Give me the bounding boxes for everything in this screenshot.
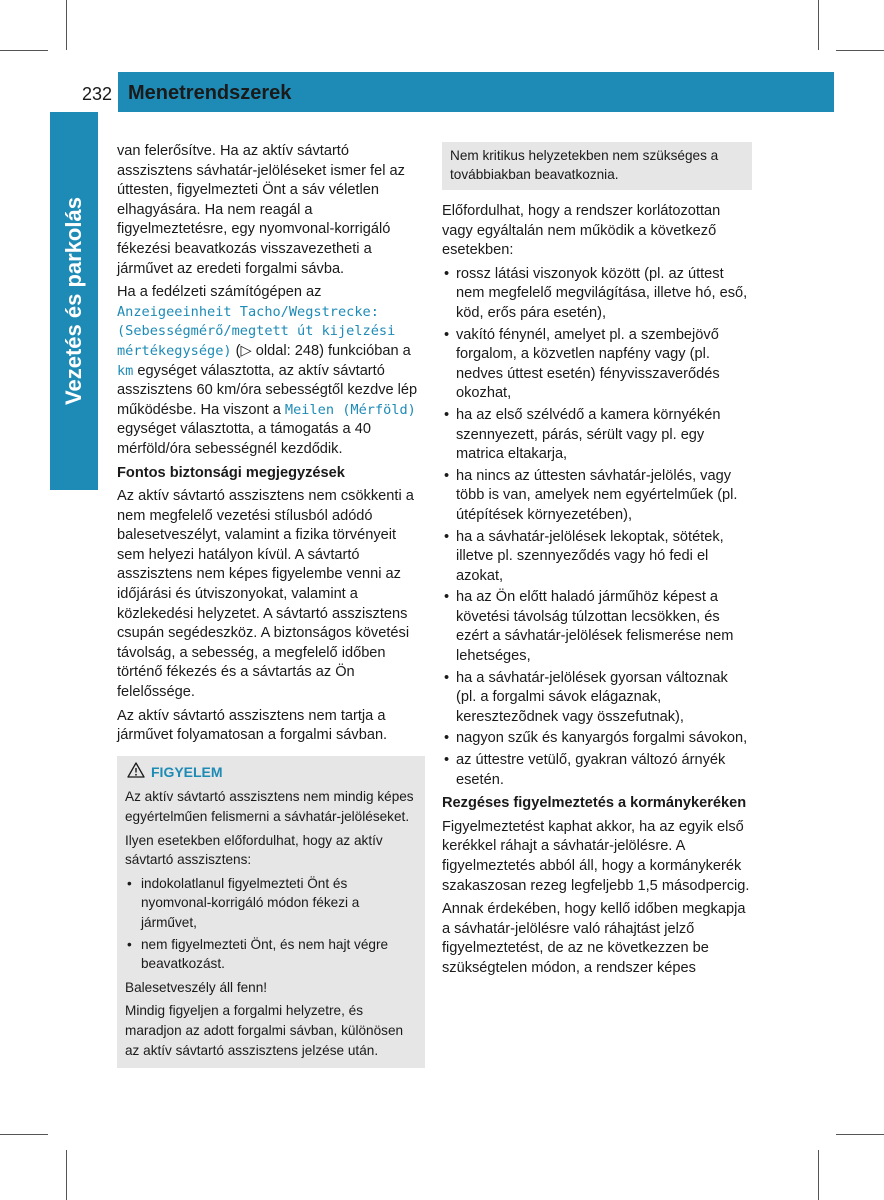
- paragraph: [117, 283, 425, 459]
- list-item: • ha az Ön előtt haladó járműhöz képest a követési távolság túlzottan lecsökken, és ezért a sávhatár-jelölések felismerése nem lehetséges,: [442, 588, 752, 666]
- paragraph: Az aktív sávtartó asszisztens nem tartja a járművet folyamatosan a forgalmi sávban.: [117, 707, 388, 744]
- page-number: 232: [81, 84, 112, 104]
- text-span: egységet választotta, az aktív sávtartó asszisztens 60 km/óra sebességtől kezdve lép működésbe. Ha viszont a: [117, 362, 418, 418]
- crop-mark: [66, 1150, 67, 1200]
- display-menu-reference: Anzeigeeinheit Tacho/Wegstrecke: (Sebességmérő/megtett út kijelzési mértékegysége): [117, 303, 396, 359]
- crop-mark: [818, 1150, 819, 1200]
- text-span: oldal: 248) funkcióban a: [251, 342, 411, 359]
- warning-bullet-list: [125, 874, 417, 974]
- text-span: (: [231, 342, 241, 359]
- crop-mark: [818, 0, 819, 50]
- section-heading: Rezgéses figyelmeztetés a kormánykeréken: [442, 795, 747, 812]
- note-box: Nem kritikus helyzetekben nem szükséges a továbbiakban beavatkoznia.: [442, 142, 752, 190]
- list-item: • ha nincs az úttesten sávhatár-jelölés, vagy több is van, amelyek nem egyértelműek (pl. útépítések környezetében),: [442, 467, 752, 526]
- text-span: Ha a fedélzeti számítógépen az: [117, 284, 322, 301]
- warning-header: [125, 762, 417, 784]
- list-item: • ha a sávhatár-jelölések gyorsan változnak (pl. a forgalmi sávok elágaznak, keresztezõdnek vagy összefutnak),: [442, 669, 752, 728]
- unit-reference: km: [117, 362, 134, 379]
- list-item: • rossz látási viszonyok között (pl. az úttest nem megfelelő megvilágítása, illetve hó, eső, köd, erős pára esetén),: [442, 265, 752, 324]
- list-item: • nem figyelmezteti Önt, és nem hajt végre beavatkozást.: [125, 935, 417, 974]
- page-title: Menetrendszerek: [128, 82, 292, 104]
- section-heading: Fontos biztonsági megjegyzések: [117, 464, 345, 481]
- list-item: • nagyon szűk és kanyargós forgalmi sávokon,: [442, 729, 752, 749]
- bullet-list: [442, 265, 752, 790]
- side-tab-label: Vezetés és parkolás: [61, 197, 86, 405]
- crop-mark: [0, 50, 48, 51]
- page-reference-icon: ▷: [240, 342, 252, 359]
- warning-triangle-icon: [127, 762, 145, 784]
- list-item: • indokolatlanul figyelmezteti Önt és nyomvonal-korrigáló módon fékezi a járművet,: [125, 874, 417, 933]
- crop-mark: [836, 50, 884, 51]
- crop-mark: [66, 0, 67, 50]
- list-item: • vakító fénynél, amelyet pl. a szembejövő forgalom, a közvetlen napfény vagy (pl. nedves úttest esetén) fényvisszaverődés okozhat,: [442, 326, 752, 404]
- list-item: • ha az első szélvédő a kamera környékén szennyezett, párás, sérült vagy pl. egy matrica eltakarja,: [442, 406, 752, 465]
- unit-reference: Meilen (Mérföld): [284, 401, 416, 418]
- warning-text: Mindig figyeljen a forgalmi helyzetre, és maradjon az adott forgalmi sávban, különösen az aktív sávtartó asszisztens jelzése után.: [125, 1003, 404, 1058]
- paragraph: Annak érdekében, hogy kellő időben megkapja a sávhatár-jelölésre való ráhajtást jelző figyelmeztetést, de az ne következzen be szükségtelen módon, a rendszer képes: [442, 901, 746, 976]
- warning-box: [117, 756, 425, 1068]
- paragraph: Az aktív sávtartó asszisztens nem csökkenti a nem megfelelő vezetési stílusból adódó balesetveszélyt, valamint a fizika törvényeit sem helyezi hatályon kívül. A sávtartó asszisztens nem képes figyelembe venni az időjárási és útviszonyokat, valamint a közlekedési helyzetet. A sávtartó asszisztens csupán segédeszköz. A biztonságos követési távolság, a sebesség, a megfelelő időben történő fékezés és a sávtartás az Ön felelőssége.: [117, 488, 414, 701]
- left-column: [117, 142, 425, 1068]
- warning-text: Balesetveszély áll fenn!: [125, 979, 268, 995]
- warning-text: Ilyen esetekben előfordulhat, hogy az aktív sávtartó asszisztens:: [125, 832, 383, 868]
- text-span: egységet választotta, a támogatás a 40 mérföld/óra sebességnél kezdődik.: [117, 421, 371, 457]
- warning-text: Az aktív sávtartó asszisztens nem mindig képes egyértelműen felismerni a sávhatár-jelöléseket.: [125, 789, 414, 824]
- warning-title: FIGYELEM: [151, 763, 223, 780]
- right-column: [442, 142, 752, 983]
- paragraph: Előfordulhat, hogy a rendszer korlátozottan vagy egyáltalán nem működik a következő esetekben:: [442, 203, 721, 259]
- list-item: • ha a sávhatár-jelölések lekoptak, sötétek, illetve pl. szennyeződés vagy hó fedi el azokat,: [442, 528, 752, 587]
- paragraph: Figyelmeztetést kaphat akkor, ha az egyik első kerékkel ráhajt a sávhatár-jelölésre. A figyelmeztetés abból áll, hogy a kormánykerék szakaszosan rezeg legfeljebb 1,5 másodpercig.: [442, 818, 750, 894]
- crop-mark: [0, 1134, 48, 1135]
- list-item: • az úttestre vetülő, gyakran változó árnyék esetén.: [442, 751, 752, 790]
- paragraph: van felerősítve. Ha az aktív sávtartó asszisztens sávhatár-jelöléseket ismer fel az úttesten, figyelmezteti Önt a sáv véletlen elhagyására. Ha nem reagál a figyelmeztetésre, egy nyomvonal-korrigáló fékezési beavatkozás visszavezetheti a járművet az eredeti forgalmi sávba.: [117, 143, 405, 277]
- side-tab: [50, 112, 98, 490]
- crop-mark: [836, 1134, 884, 1135]
